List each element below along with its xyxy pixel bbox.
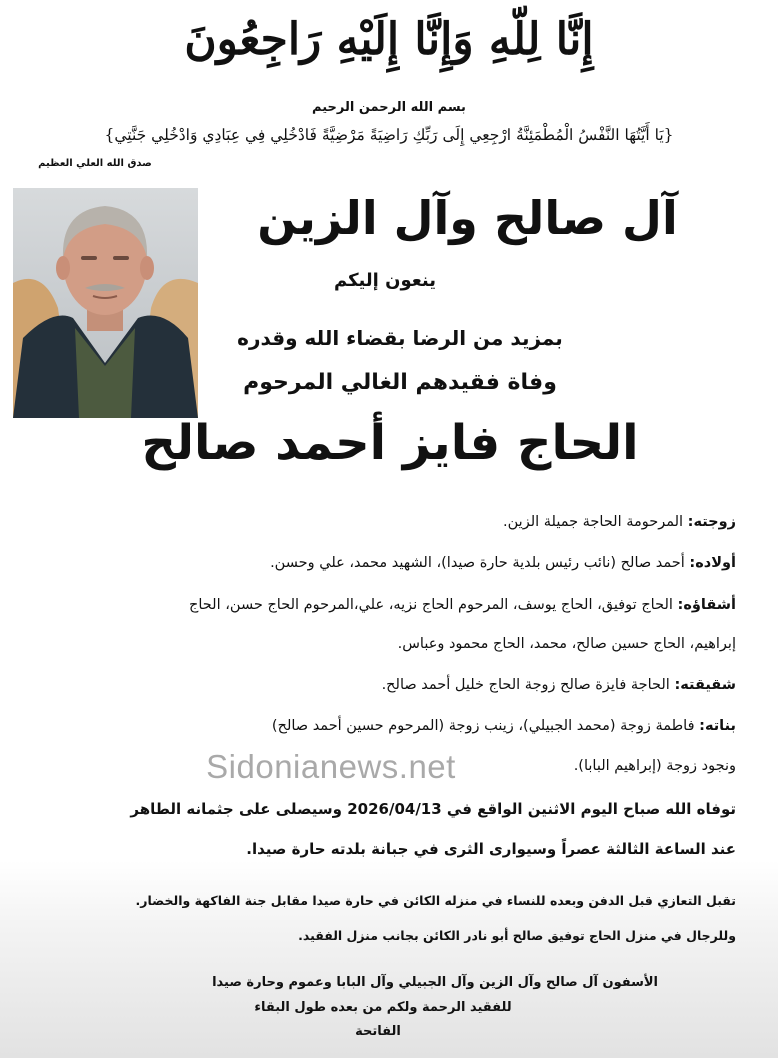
- family-name: آل صالح وآل الزين: [257, 191, 678, 245]
- sons-line: [36, 555, 736, 571]
- sister-line: [36, 677, 736, 693]
- funeral-line-2: عند الساعة الثالثة عصراً وسيوارى الثرى في جبانة بلدته حارة صيدا.: [246, 840, 736, 858]
- brothers-line-2: إبراهيم، الحاج حسين صالح، محمد، الحاج محمود وعباس.: [397, 636, 736, 652]
- brothers-line: [36, 597, 736, 613]
- basmala: بسم الله الرحمن الرحيم: [312, 100, 466, 115]
- brothers-label: أشقاؤه:: [677, 597, 736, 613]
- sons-label: أولاده:: [689, 555, 736, 571]
- quran-verse: {يَا أَيَّتُهَا النَّفْسُ الْمُطْمَئِنَّةُ ارْجِعِي إِلَى رَبِّكِ رَاضِيَةً مَرْضِيَّةً فَادْخُلِي فِي عِبَادِي وَادْخُلِي جَنَّتِي}: [104, 126, 674, 144]
- wife-line: [36, 514, 736, 530]
- footer-fatiha: الفاتحة: [355, 1024, 401, 1039]
- daughters-line: [36, 718, 736, 734]
- resignation-text: بمزيد من الرضا بقضاء الله وقدره: [237, 326, 563, 350]
- sister-value: الحاجة فايزة صالح زوجة الحاج خليل أحمد صالح.: [381, 677, 675, 693]
- watermark: Sidonianews.net: [206, 748, 456, 785]
- deceased-portrait: [13, 188, 198, 418]
- footer-mourners: الأسفون آل صالح وآل الزين وآل الجبيلي وآل البابا وعموم وحارة صيدا: [212, 975, 658, 990]
- deceased-name: الحاج فايز أحمد صالح: [141, 415, 639, 471]
- wife-value: المرحومة الحاجة جميلة الزين.: [503, 514, 688, 530]
- daughters-value-1: فاطمة زوجة (محمد الجبيلي)، زينب زوجة (المرحوم حسين أحمد صالح): [271, 718, 700, 734]
- sons-value: أحمد صالح (نائب رئيس بلدية حارة صيدا)، الشهيد محمد، علي وحسن.: [270, 555, 690, 571]
- funeral-line-1: توفاه الله صباح اليوم الاثنين الواقع في 2026/04/13 وسيصلى على جثمانه الطاهر: [130, 800, 736, 818]
- sadaq-text: صدق الله العلي العظيم: [38, 158, 152, 169]
- footer-condolence: للفقيد الرحمة ولكم من بعده طول البقاء: [254, 1000, 512, 1015]
- daughters-line-2: ونجود زوجة (إبراهيم البابا).: [573, 758, 736, 774]
- death-of-text: وفاة فقيدهم الغالي المرحوم: [243, 370, 557, 395]
- daughters-label: بناته:: [699, 718, 736, 734]
- condolence-men: وللرجال في منزل الحاج توفيق صالح أبو نادر الكائن بجانب منزل الفقيد.: [298, 928, 736, 943]
- brothers-value-1: الحاج توفيق، الحاج يوسف، المرحوم الحاج نزيه، علي،المرحوم الحاج حسن، الحاج: [189, 597, 678, 613]
- quran-header: إِنَّا لِلّهِ وَإِنَّا إِلَيْهِ رَاجِعُونَ: [184, 14, 594, 65]
- wife-label: زوجته:: [687, 514, 736, 530]
- mourn-text: ينعون إليكم: [333, 270, 437, 291]
- sister-label: شقيقته:: [674, 677, 736, 693]
- condolence-women: تقبل التعازي قبل الدفن وبعده للنساء في منزله الكائن في حارة صيدا مقابل جنة الفاكهة والخضار.: [135, 893, 736, 908]
